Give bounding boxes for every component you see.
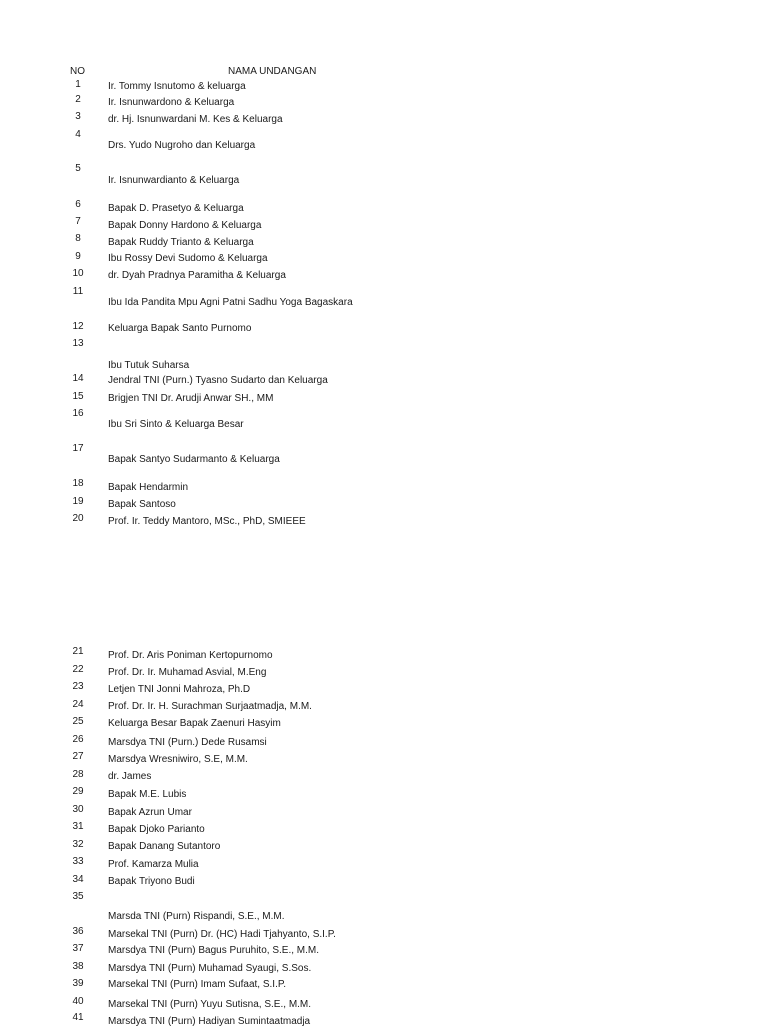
row-number: 22 (72, 664, 84, 675)
invitee-name: Bapak Azrun Umar (108, 807, 192, 818)
invitee-name: Keluarga Besar Bapak Zaenuri Hasyim (108, 718, 281, 729)
row-number: 41 (72, 1012, 84, 1023)
row-number: 29 (72, 786, 84, 797)
row-number: 17 (72, 443, 84, 454)
row-number: 9 (75, 251, 81, 262)
invitee-name: Ibu Ida Pandita Mpu Agni Patni Sadhu Yoga Bagaskara (108, 297, 353, 308)
row-number: 37 (72, 943, 84, 954)
invitee-name: Marsdya TNI (Purn) Hadiyan Sumintaatmadja (108, 1016, 311, 1027)
invitee-name: dr. Hj. Isnunwardani M. Kes & Keluarga (108, 114, 283, 125)
row-number: 30 (72, 804, 84, 815)
row-number: 35 (72, 891, 84, 902)
invitee-name: Marsda TNI (Purn) Rispandi, S.E., M.M. (108, 911, 285, 922)
invitee-name: Prof. Kamarza Mulia (108, 859, 199, 870)
row-number: 36 (72, 926, 84, 937)
row-number: 11 (72, 286, 84, 297)
row-number: 38 (72, 961, 84, 972)
invitee-name: Bapak M.E. Lubis (108, 789, 187, 800)
invitee-name: Keluarga Bapak Santo Purnomo (108, 323, 252, 334)
row-number: 24 (72, 699, 84, 710)
row-number: 15 (72, 391, 84, 402)
row-number: 8 (75, 233, 81, 244)
row-number: 14 (72, 373, 84, 384)
row-number: 34 (72, 874, 84, 885)
invitee-name: Bapak Danang Sutantoro (108, 841, 221, 852)
invitee-name: Bapak Hendarmin (108, 482, 189, 493)
invitee-name: Prof. Dr. Ir. H. Surachman Surjaatmadja, M.M. (108, 701, 312, 712)
row-number: 16 (72, 408, 84, 419)
invitee-name: dr. Dyah Pradnya Paramitha & Keluarga (108, 270, 286, 281)
row-number: 2 (75, 94, 81, 105)
invitee-name: Brigjen TNI Dr. Arudji Anwar SH., MM (108, 393, 274, 404)
row-number: 40 (72, 996, 84, 1007)
row-number: 10 (72, 268, 84, 279)
row-number: 25 (72, 716, 84, 727)
row-number: 19 (72, 496, 84, 507)
invitee-name: Marsdya TNI (Purn.) Dede Rusamsi (108, 737, 267, 748)
invitee-name: Letjen TNI Jonni Mahroza, Ph.D (108, 684, 251, 695)
invitee-name: Prof. Dr. Ir. Muhamad Asvial, M.Eng (108, 667, 267, 678)
row-number: 21 (72, 646, 84, 657)
invitee-name: Marsdya Wresniwiro, S.E, M.M. (108, 754, 248, 765)
invitee-name: Prof. Dr. Aris Poniman Kertopurnomo (108, 650, 273, 661)
row-number: 3 (75, 111, 81, 122)
invitee-name: Bapak Djoko Parianto (108, 824, 205, 835)
invitee-name: Ir. Tommy Isnutomo & keluarga (108, 81, 246, 92)
invitee-name: Marsdya TNI (Purn) Muhamad Syaugi, S.Sos. (108, 963, 312, 974)
row-number: 20 (72, 513, 84, 524)
invitee-name: Marsdya TNI (Purn) Bagus Puruhito, S.E., M.M. (108, 945, 319, 956)
row-number: 4 (75, 129, 81, 140)
row-number: 33 (72, 856, 84, 867)
invitee-name: Ibu Tutuk Suharsa (108, 360, 190, 371)
row-number: 13 (72, 338, 84, 349)
header-nama-undangan: NAMA UNDANGAN (228, 66, 317, 77)
invitee-name: Bapak D. Prasetyo & Keluarga (108, 203, 244, 214)
invitee-name: Bapak Santyo Sudarmanto & Keluarga (108, 454, 280, 465)
invitee-name: Ibu Rossy Devi Sudomo & Keluarga (108, 253, 268, 264)
invitee-name: dr. James (108, 771, 152, 782)
row-number: 26 (72, 734, 84, 745)
row-number: 1 (75, 79, 81, 90)
invitee-name: Marsekal TNI (Purn) Imam Sufaat, S.I.P. (108, 979, 287, 990)
invitee-name: Bapak Triyono Budi (108, 876, 195, 887)
row-number: 23 (72, 681, 84, 692)
row-number: 27 (72, 751, 84, 762)
row-number: 28 (72, 769, 84, 780)
invitee-name: Bapak Ruddy Trianto & Keluarga (108, 237, 254, 248)
invitee-name: Bapak Donny Hardono & Keluarga (108, 220, 262, 231)
header-no: NO (70, 66, 85, 77)
invitee-name: Drs. Yudo Nugroho dan Keluarga (108, 140, 256, 151)
invitee-name: Bapak Santoso (108, 499, 176, 510)
invitee-name: Marsekal TNI (Purn) Yuyu Sutisna, S.E., M.M. (108, 999, 312, 1010)
row-number: 32 (72, 839, 84, 850)
row-number: 12 (72, 321, 84, 332)
row-number: 39 (72, 978, 84, 989)
invitee-name: Jendral TNI (Purn.) Tyasno Sudarto dan Keluarga (108, 375, 328, 386)
invitee-name: Ir. Isnunwardono & Keluarga (108, 97, 235, 108)
row-number: 31 (72, 821, 84, 832)
row-number: 6 (75, 199, 81, 210)
invitee-name: Prof. Ir. Teddy Mantoro, MSc., PhD, SMIEEE (108, 516, 306, 527)
row-number: 18 (72, 478, 84, 489)
row-number: 7 (75, 216, 81, 227)
row-number: 5 (75, 163, 81, 174)
invitee-name: Ibu Sri Sinto & Keluarga Besar (108, 419, 244, 430)
invitee-name: Ir. Isnunwardianto & Keluarga (108, 175, 240, 186)
invitee-name: Marsekal TNI (Purn) Dr. (HC) Hadi Tjahyanto, S.I.P. (108, 929, 336, 940)
